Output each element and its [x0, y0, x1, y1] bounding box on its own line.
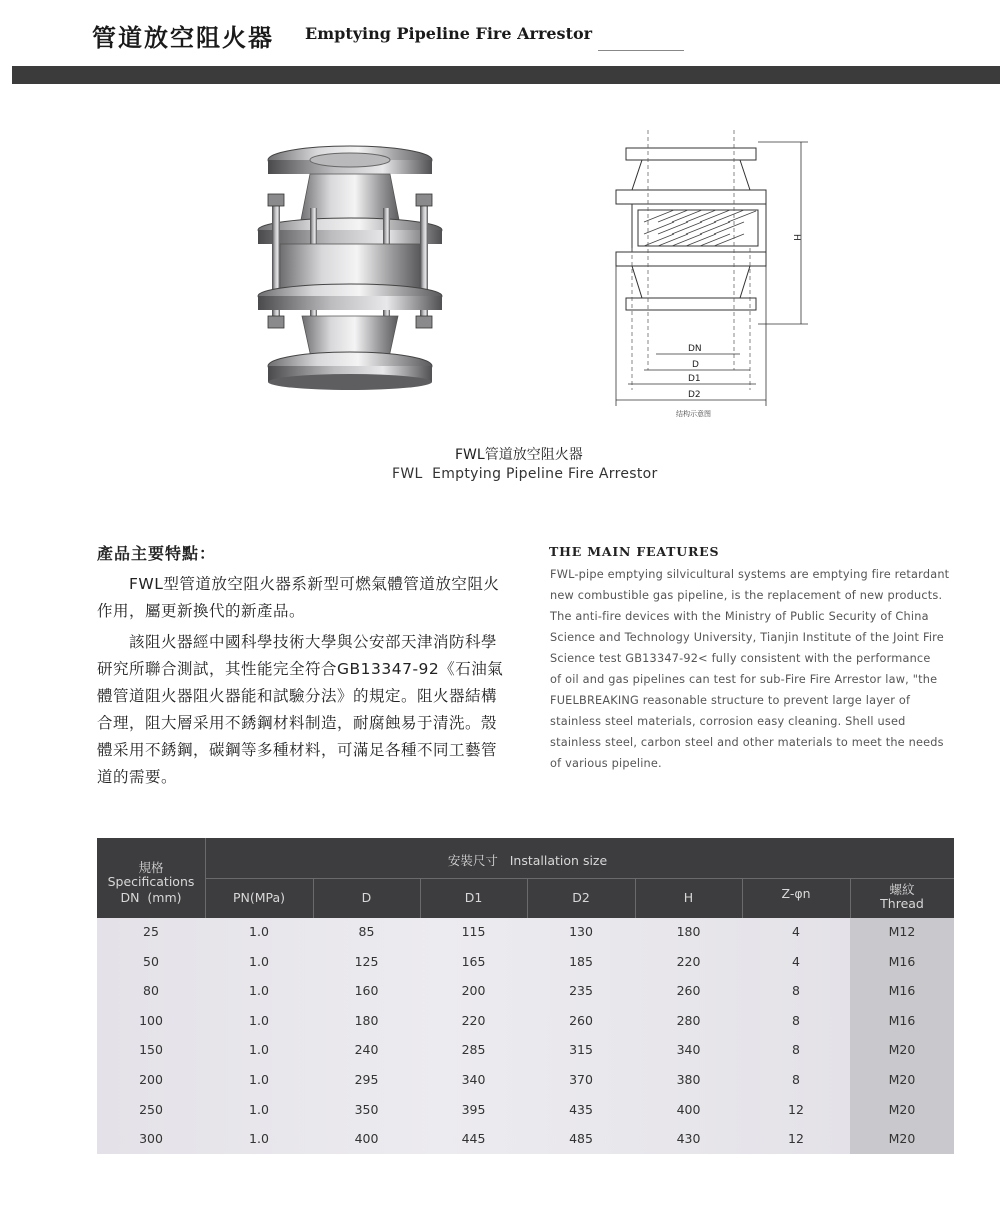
table-cell: 380 — [676, 1072, 701, 1087]
header-divider — [420, 878, 421, 918]
table-cell: 340 — [676, 1042, 701, 1058]
table-cell: 115 — [461, 924, 486, 939]
features-en-line: Science test GB13347-92< fully consistent with the performance — [550, 652, 931, 665]
features-paragraph-1: FWL型管道放空阻火器系新型可燃氣體管道放空阻火作用，屬更新換代的新產品。 — [97, 575, 500, 620]
table-cell: M16 — [888, 1012, 916, 1028]
table-cell: M20 — [888, 1131, 916, 1147]
features-en-line: stainless steel materials, corrosion easy cleaning. Shell used — [550, 715, 906, 728]
table-cell: M20 — [888, 1042, 916, 1058]
table-cell: 430 — [676, 1131, 701, 1147]
product-photo — [240, 130, 460, 400]
header-spec-dn: DN (mm) — [120, 890, 182, 905]
table-cell: 485 — [569, 1131, 593, 1147]
product-caption-en: FWL Emptying Pipeline Fire Arrestor — [392, 466, 658, 482]
features-en-line: stainless steel, carbon steel and other materials to meet the needs — [550, 736, 944, 749]
product-caption-cn: FWL管道放空阻火器 — [455, 447, 583, 463]
header-d2: D2 — [572, 890, 590, 905]
features-en-line: of oil and gas pipelines can test for sub-Fire Fire Arrestor law, "the — [550, 673, 938, 686]
diagram-h-label: H — [791, 234, 801, 241]
header-d1: D1 — [464, 890, 483, 905]
table-cell: 180 — [354, 1012, 379, 1028]
table-cell: 8 — [792, 1012, 800, 1028]
header-divider — [205, 878, 954, 879]
table-cell: 80 — [143, 983, 159, 999]
features-en-line: FWL-pipe emptying silvicultural systems are emptying fire retardant — [550, 568, 950, 581]
page-title-cn: 管道放空阻火器 — [92, 24, 274, 52]
table-cell: 12 — [788, 1101, 804, 1117]
diagram-dn-label: DN — [688, 344, 702, 354]
features-en-line: new combustible gas pipeline, is the replacement of new products. — [550, 589, 943, 602]
table-cell: M20 — [888, 1101, 916, 1117]
header-divider — [635, 878, 636, 918]
header-install-size: 安裝尺寸 Installation size — [447, 853, 608, 868]
table-cell: 395 — [461, 1101, 486, 1117]
features-en-line: The anti-fire devices with the Ministry of Public Security of China — [550, 610, 929, 623]
table-cell: 50 — [143, 953, 159, 969]
header-divider — [742, 878, 743, 918]
table-cell: 12 — [788, 1131, 804, 1147]
table-cell: 350 — [354, 1101, 379, 1117]
table-cell: 165 — [461, 953, 486, 969]
features-heading-en: THE MAIN FEATURES — [549, 544, 720, 559]
structure-diagram — [608, 130, 828, 422]
table-cell: 8 — [792, 1042, 800, 1058]
table-cell: 1.0 — [249, 983, 269, 999]
table-cell: 435 — [569, 1101, 593, 1117]
diagram-d1-label: D1 — [688, 374, 701, 384]
table-cell: 160 — [354, 983, 379, 999]
header-h: H — [683, 890, 694, 905]
header-z-n: Z-φn — [781, 886, 811, 901]
features-heading-cn: 產品主要特點： — [97, 544, 217, 563]
table-cell: 200 — [461, 983, 486, 999]
table-cell: 130 — [569, 924, 593, 939]
header-d: D — [361, 890, 372, 905]
table-cell: 125 — [354, 953, 379, 969]
header-spec-en: Specifications — [107, 874, 195, 889]
table-cell: 100 — [139, 1012, 163, 1028]
features-en-line: Science and Technology University, Tianjin Institute of the Joint Fire — [550, 631, 944, 644]
table-cell: M16 — [888, 983, 916, 999]
table-cell: 220 — [676, 953, 701, 969]
table-cell: 285 — [461, 1042, 486, 1058]
table-cell: 25 — [143, 924, 159, 939]
table-cell: 400 — [354, 1131, 379, 1147]
table-cell: M12 — [888, 924, 916, 939]
table-cell: 8 — [792, 983, 800, 999]
table-cell: 1.0 — [249, 1131, 269, 1147]
table-cell: 315 — [569, 1042, 593, 1058]
page-title-en: Emptying Pipeline Fire Arrestor — [305, 24, 593, 43]
table-cell: 260 — [569, 1012, 593, 1028]
header-pn: PN(MPa) — [232, 890, 286, 905]
table-cell: 260 — [676, 983, 701, 999]
table-cell: 1.0 — [249, 1042, 269, 1058]
table-cell: 445 — [461, 1131, 486, 1147]
table-cell: 235 — [569, 983, 593, 999]
table-cell: 220 — [461, 1012, 486, 1028]
features-en-line: FUELBREAKING reasonable structure to prevent large layer of — [550, 694, 911, 707]
table-cell: 400 — [676, 1101, 701, 1117]
table-cell: 1.0 — [249, 1101, 269, 1117]
table-cell: 250 — [139, 1101, 163, 1117]
header-spec-cn: 規格 — [138, 860, 164, 875]
table-cell: 1.0 — [249, 1072, 269, 1087]
table-cell: 300 — [139, 1131, 163, 1147]
table-cell: 280 — [676, 1012, 701, 1028]
header-divider — [313, 878, 314, 918]
table-cell: 240 — [354, 1042, 379, 1058]
table-cell: 200 — [139, 1072, 163, 1087]
table-cell: 180 — [676, 924, 701, 939]
table-cell: 185 — [569, 953, 593, 969]
table-cell: 295 — [354, 1072, 379, 1087]
header-divider — [205, 838, 206, 918]
diagram-d2-label: D2 — [688, 390, 701, 400]
title-underline — [598, 50, 684, 51]
table-cell: 4 — [792, 924, 800, 939]
table-cell: 4 — [792, 953, 800, 969]
features-en-line: of various pipeline. — [550, 757, 662, 770]
diagram-caption: 结构示意图 — [676, 410, 711, 418]
table-cell: 8 — [792, 1072, 800, 1087]
table-cell: 1.0 — [249, 1012, 269, 1028]
header-divider — [527, 878, 528, 918]
table-cell: 150 — [139, 1042, 163, 1058]
header-bar — [12, 66, 1000, 84]
table-cell: 340 — [461, 1072, 486, 1087]
table-cell: 370 — [569, 1072, 593, 1087]
features-paragraph-2: 該阻火器經中國科學技術大學與公安部天津消防科學研究所聯合測試，其性能完全符合GB13347-92《石油氣體管道阻火器阻火器能和試驗分法》的規定。阻火器結構合理，阻大層采用不銹鋼材料制造，耐腐蝕易于清洗。殼體采用不銹鋼，碳鋼等多種材料，可滿足各種不同工藝管道的需要。 — [97, 633, 504, 786]
table-cell: 1.0 — [249, 924, 269, 939]
header-thread-cn: 螺紋 — [889, 882, 915, 897]
table-cell: M20 — [888, 1072, 916, 1087]
header-thread-en: Thread — [880, 896, 924, 911]
diagram-d-label: D — [692, 360, 699, 370]
table-cell: 85 — [358, 924, 375, 939]
header-divider — [850, 878, 851, 918]
table-cell: 1.0 — [249, 953, 269, 969]
table-cell: M16 — [888, 953, 916, 969]
